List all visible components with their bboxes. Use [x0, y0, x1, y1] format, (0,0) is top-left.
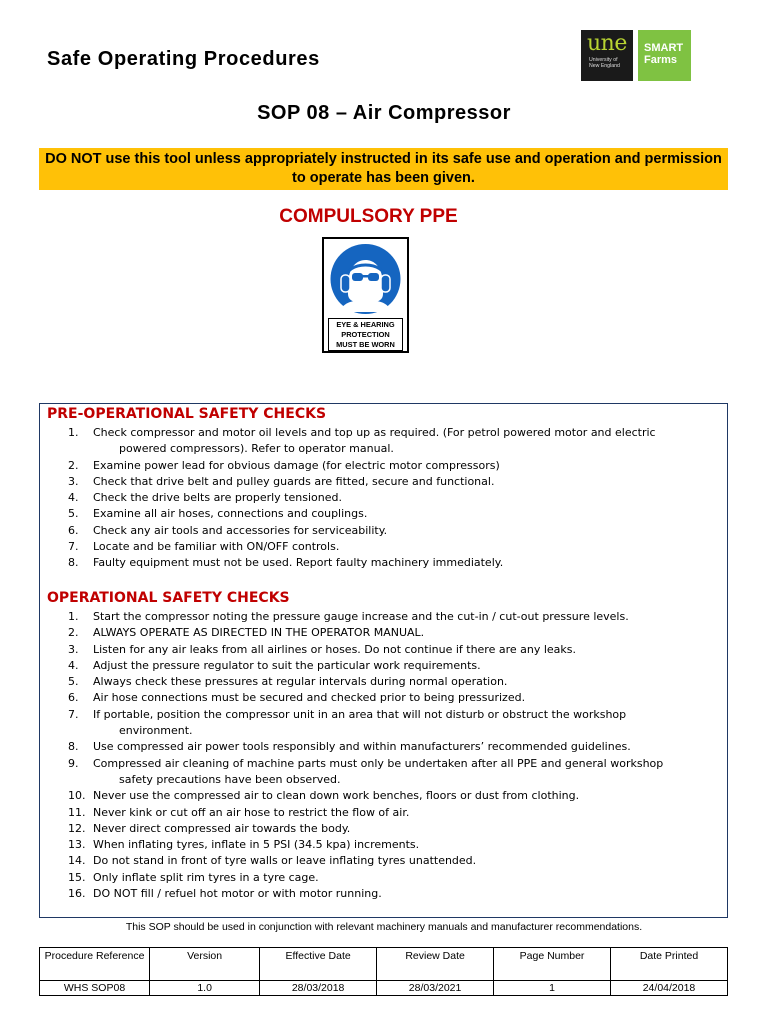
logos	[581, 30, 691, 81]
check-item-number: 3.	[68, 642, 79, 656]
safety-checks-box	[39, 403, 728, 918]
une-logo	[581, 30, 633, 81]
check-item-text: If portable, position the compressor unit in an area that will not disturb or obstruct the workshop	[93, 707, 627, 721]
check-item-number: 13.	[68, 838, 86, 852]
check-item	[40, 458, 713, 474]
check-item-text: Check compressor and motor oil levels and top up as required. (For petrol powered motor and electric	[93, 426, 656, 439]
check-item	[40, 821, 713, 837]
check-item	[40, 523, 713, 539]
une-logo-word: une	[587, 31, 627, 56]
check-item	[40, 805, 713, 821]
meta-header: Procedure Reference	[40, 948, 150, 981]
check-item	[40, 837, 713, 853]
check-item-continuation: safety precautions have been observed.	[119, 772, 341, 786]
check-item	[40, 506, 713, 522]
ppe-heading: COMPULSORY PPE	[279, 206, 458, 227]
smart-logo-line2: Farms	[644, 54, 678, 66]
check-item-number: 7.	[68, 540, 79, 554]
check-item-text: Air hose connections must be secured and checked prior to being pressurized.	[93, 691, 526, 705]
check-item-text: Compressed air cleaning of machine parts must only be undertaken after all PPE and general workshop	[93, 756, 664, 770]
check-item-text: Check the drive belts are properly tensioned.	[93, 491, 342, 505]
check-item-text: Only inflate split rim tyres in a tyre cage.	[93, 870, 319, 884]
check-item-text: Start the compressor noting the pressure gauge increase and the cut-in / cut-out pressure levels.	[93, 610, 629, 623]
check-item-text: Never kink or cut off an air hose to restrict the flow of air.	[93, 805, 410, 819]
check-item	[40, 739, 713, 755]
check-item-text: Use compressed air power tools responsibly and within manufacturers’ recommended guidelines.	[93, 740, 631, 754]
check-item-number: 1.	[68, 610, 79, 623]
operational-list	[40, 609, 713, 902]
check-item-number: 4.	[68, 658, 79, 672]
warning-text: use this tool unless appropriately instructed in its safe use and operation and permission to operate has been given.	[101, 151, 722, 186]
check-item	[40, 690, 713, 706]
check-item-number: 1.	[68, 426, 79, 439]
check-item-text: Examine power lead for obvious damage (for electric motor compressors)	[93, 458, 500, 472]
check-item	[40, 707, 713, 740]
check-item-number: 9.	[68, 756, 79, 770]
check-item-text: DO NOT fill / refuel hot motor or with motor running.	[93, 887, 382, 901]
check-item-number: 5.	[68, 507, 79, 521]
meta-header-row	[40, 948, 728, 981]
check-item	[40, 853, 713, 869]
check-item	[40, 674, 713, 690]
check-item-text: Listen for any air leaks from all airlines or hoses. Do not continue if there are any leaks.	[93, 642, 577, 656]
check-item-continuation: environment.	[119, 724, 193, 738]
meta-value: 28/03/2021	[377, 981, 494, 996]
check-item	[40, 609, 713, 625]
check-item-text: When inflating tyres, inflate in 5 PSI (34.5 kpa) increments.	[93, 838, 420, 852]
check-item	[40, 756, 713, 789]
check-item-number: 2.	[68, 458, 79, 472]
meta-value-row	[40, 981, 728, 996]
pre-operational-heading: PRE-OPERATIONAL SAFETY CHECKS	[47, 406, 327, 422]
check-item-text: Adjust the pressure regulator to suit the particular work requirements.	[93, 658, 481, 672]
meta-header: Effective Date	[260, 948, 377, 981]
ppe-sign-text: EYE & HEARING PROTECTION MUST BE WORN	[328, 318, 403, 351]
une-logo-subtitle: University of New England	[589, 57, 620, 69]
meta-header: Page Number	[494, 948, 611, 981]
smart-farms-logo	[638, 30, 691, 81]
ppe-sign	[322, 237, 409, 353]
pre-operational-list	[40, 425, 713, 572]
check-item-number: 15.	[68, 870, 86, 884]
check-item-number: 5.	[68, 675, 79, 689]
check-item-number: 6.	[68, 691, 79, 705]
document-title: Safe Operating Procedures	[47, 48, 320, 70]
check-item-number: 8.	[68, 556, 79, 570]
meta-value: 1.0	[150, 981, 260, 996]
check-item	[40, 870, 713, 886]
check-item	[40, 555, 713, 571]
operational-heading: OPERATIONAL SAFETY CHECKS	[47, 590, 290, 606]
check-item-text: Never use the compressed air to clean down work benches, floors or dust from clothing.	[93, 789, 580, 803]
check-item-number: 2.	[68, 626, 79, 640]
check-item	[40, 539, 713, 555]
meta-header: Date Printed	[611, 948, 728, 981]
check-item	[40, 490, 713, 506]
warning-banner	[39, 148, 728, 190]
meta-header: Version	[150, 948, 260, 981]
check-item-text: Do not stand in front of tyre walls or leave inflating tyres unattended.	[93, 854, 477, 868]
meta-value: 1	[494, 981, 611, 996]
meta-header: Review Date	[377, 948, 494, 981]
check-item-number: 8.	[68, 740, 79, 754]
warning-strong: DO NOT	[45, 151, 102, 167]
check-item-number: 16.	[68, 887, 86, 901]
meta-value: WHS SOP08	[40, 981, 150, 996]
check-item-text: Always check these pressures at regular intervals during normal operation.	[93, 675, 508, 689]
check-item-text: Examine all air hoses, connections and couplings.	[93, 507, 368, 521]
document-meta-table	[39, 947, 728, 996]
check-item-text: Check any air tools and accessories for serviceability.	[93, 523, 388, 537]
check-item-number: 14.	[68, 854, 86, 868]
check-item	[40, 474, 713, 490]
check-item	[40, 625, 713, 641]
check-item	[40, 788, 713, 804]
meta-value: 24/04/2018	[611, 981, 728, 996]
meta-value: 28/03/2018	[260, 981, 377, 996]
check-item-number: 12.	[68, 821, 86, 835]
eye-hearing-protection-icon	[330, 242, 401, 316]
check-item-text: Check that drive belt and pulley guards are fitted, secure and functional.	[93, 474, 495, 488]
check-item	[40, 886, 713, 902]
check-item-continuation: powered compressors). Refer to operator manual.	[119, 442, 394, 456]
sop-title: SOP 08 – Air Compressor	[257, 102, 511, 124]
check-item-text: ALWAYS OPERATE AS DIRECTED IN THE OPERATOR MANUAL.	[93, 626, 425, 640]
check-item-text: Never direct compressed air towards the body.	[93, 821, 351, 835]
check-item	[40, 658, 713, 674]
footer-note: This SOP should be used in conjunction with relevant machinery manuals and manufacturer recommendations.	[125, 921, 643, 933]
smart-logo-line1: SMART	[644, 42, 684, 54]
check-item-number: 11.	[68, 805, 86, 819]
check-item-text: Faulty equipment must not be used. Report faulty machinery immediately.	[93, 556, 504, 570]
check-item	[40, 642, 713, 658]
check-item-number: 10.	[68, 789, 86, 803]
check-item-text: Locate and be familiar with ON/OFF controls.	[93, 540, 340, 554]
check-item	[40, 425, 713, 458]
check-item-number: 6.	[68, 523, 79, 537]
check-item-number: 7.	[68, 707, 79, 721]
check-item-number: 4.	[68, 491, 79, 505]
check-item-number: 3.	[68, 474, 79, 488]
